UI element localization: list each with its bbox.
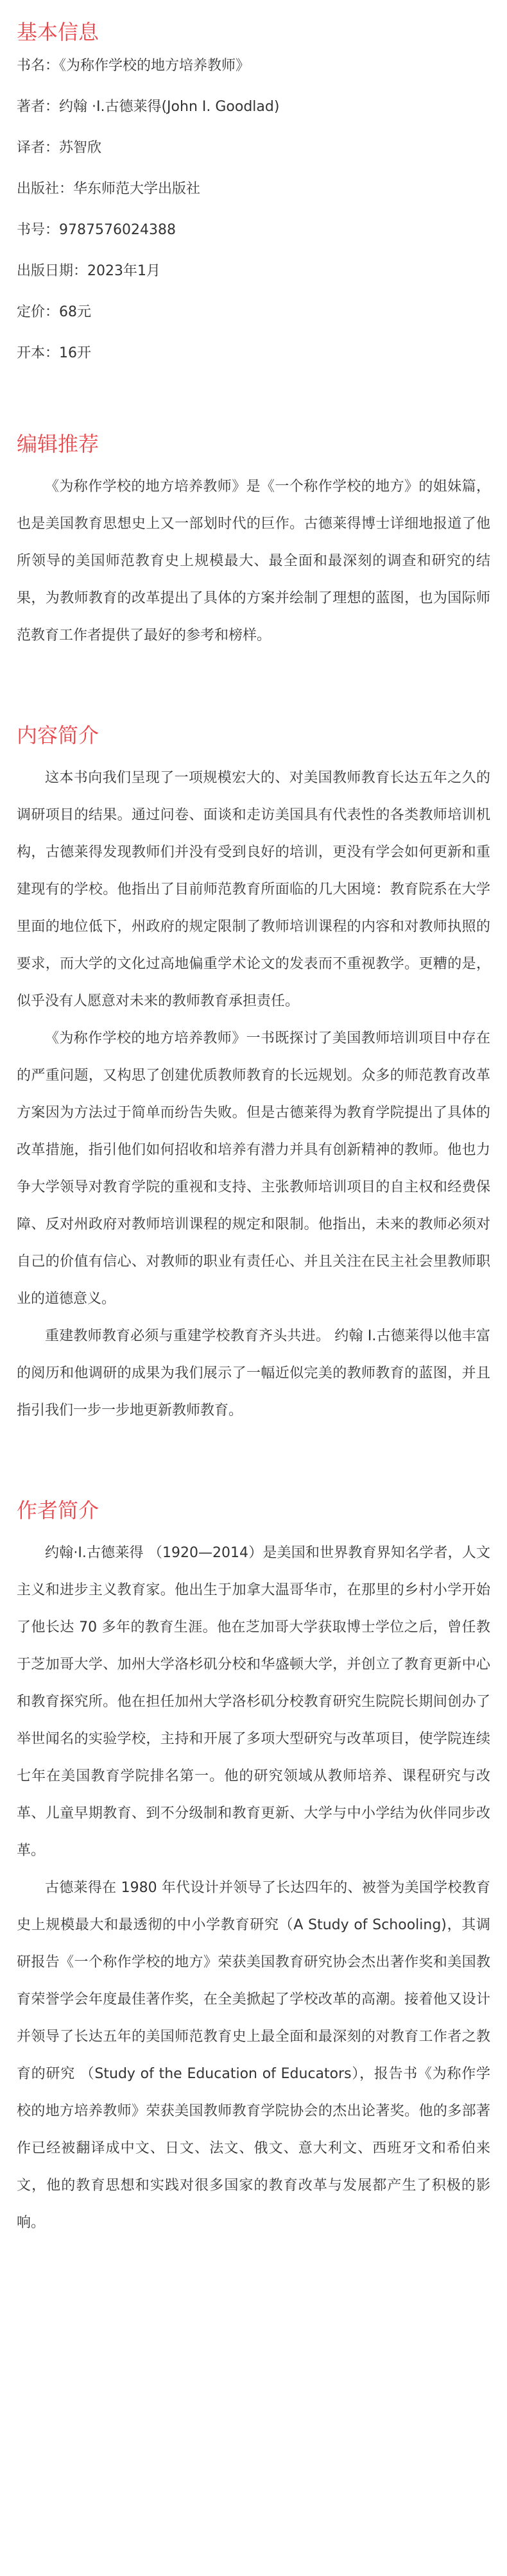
info-author: 著者：约翰 ·I.古德莱得(John I. Goodlad) <box>17 99 280 115</box>
spacer <box>17 1458 490 1496</box>
content-summary-section <box>17 721 490 1429</box>
content-summary-title: 内容简介 <box>17 723 99 747</box>
basic-info-section <box>17 18 490 363</box>
basic-info-title: 基本信息 <box>17 20 99 44</box>
spacer <box>17 683 490 721</box>
spacer <box>17 391 490 430</box>
author-intro-section <box>17 1496 490 2242</box>
author-intro-title: 作者简介 <box>17 1498 99 1523</box>
content-summary-paragraph: 重建教师教育必须与重建学校教育齐头共进。 约翰 I.古德莱得以他丰富的阅历和他调研的成果为我们展示了一幅近似完美的教师教育的蓝图，并且指引我们一步一步地更新教师教育。 <box>17 1328 490 1419</box>
editor-recommendation-section <box>17 430 490 654</box>
content-summary-paragraph: 这本书向我们呈现了一项规模宏大的、对美国教师教育长达五年之久的调研项目的结果。通过问卷、面谈和走访美国具有代表性的各类教师培训机构，古德莱得发现教师们并没有受到良好的培训，更没有学会如何更新和重建现有的学校。他指出了目前师范教育所面临的几大困境：教育院系在大学里面的地位低下，州政府的规定限制了教师培训课程的内容和对教师执照的要求，而大学的文化过高地偏重学术论文的发表而不重视教学。更糟的是，似乎没有人愿意对未来的教师教育承担责任。 <box>17 770 490 1009</box>
basic-info-list <box>17 56 490 363</box>
author-intro-paragraph: 约翰·I.古德莱得 （1920—2014）是美国和世界教育界知名学者，人文主义和进步主义教育家。他出生于加拿大温哥华市，在那里的乡村小学开始了他长达 70 多年的教育生涯。他在芝加哥大学获取博士学位之后，曾任教于芝加哥大学、加州大学洛杉矶分校和华盛顿大学，并创立了教育更新中心和教育探究所。他在担任加州大学洛杉矶分校教育研究生院院长期间创办了举世闻名的实验学校，主持和开展了多项大型研究与改革项目，使学院连续七年在美国教育学院排名第一。他的研究领域从教师培养、课程研究与改革、儿童早期教育、到不分级制和教育更新、大学与中小学结为伙伴同步改革。 <box>17 1545 490 1859</box>
info-format: 开本：16开 <box>17 345 91 361</box>
info-translator: 译者：苏智欣 <box>17 140 102 156</box>
content-summary-paragraph: 《为称作学校的地方培养教师》一书既探讨了美国教师培训项目中存在的严重问题，又构思了创建优质教师教育的长远规划。众多的师范教育改革方案因为方法过于简单而纷告失败。但是古德莱得为教育学院提出了具体的改革措施，指引他们如何招收和培养有潜力并具有创新精神的教师。他也力争大学领导对教育学院的重视和支持、主张教师培训项目的自主权和经费保障、反对州政府对教师培训课程的规定和限制。他指出，未来的教师必须对自己的价值有信心、对教师的职业有责任心、并且关注在民主社会里教师职业的道德意义。 <box>17 1030 490 1307</box>
author-intro-paragraph: 古德莱得在 1980 年代设计并领导了长达四年的、被誉为美国学校教育史上规模最大和最透彻的中小学教育研究（A Study of Schooling)，其调研报告《一个称作学校的地方》荣获美国教育研究协会杰出著作奖和美国教育荣誉学会年度最佳著作奖，在全美掀起了学校改革的高潮。接着他又设计并领导了长达五年的美国师范教育史上最全面和最深刻的对教育工作者之教育的研究 （Study of the Education of Educators），报告书《为称作学校的地方培养教师》荣获美国教师教育学院协会的杰出论著奖。他的多部著作已经被翻译成中文、日文、法文、俄文、意大利文、西班牙文和希伯来文，他的教育思想和实践对很多国家的教育改革与发展都产生了积极的影响。 <box>17 1880 490 2231</box>
info-isbn: 书号：9787576024388 <box>17 222 176 238</box>
info-publish-date: 出版日期：2023年1月 <box>17 263 160 279</box>
info-book-title: 书名：《为称作学校的地方培养教师》 <box>17 58 250 74</box>
info-price: 定价：68元 <box>17 304 91 320</box>
info-publisher: 出版社：华东师范大学出版社 <box>17 181 201 197</box>
editor-recommendation-paragraph: 《为称作学校的地方培养教师》是《一个称作学校的地方》的姐妹篇，也是美国教育思想史上又一部划时代的巨作。古德莱得博士详细地报道了他所领导的美国师范教育史上规模最大、最全面和最深刻的调查和研究的结果，为教师教育的改革提出了具体的方案并绘制了理想的蓝图，也为国际师范教育工作者提供了最好的参考和榜样。 <box>17 479 490 644</box>
editor-recommendation-title: 编辑推荐 <box>17 432 99 456</box>
